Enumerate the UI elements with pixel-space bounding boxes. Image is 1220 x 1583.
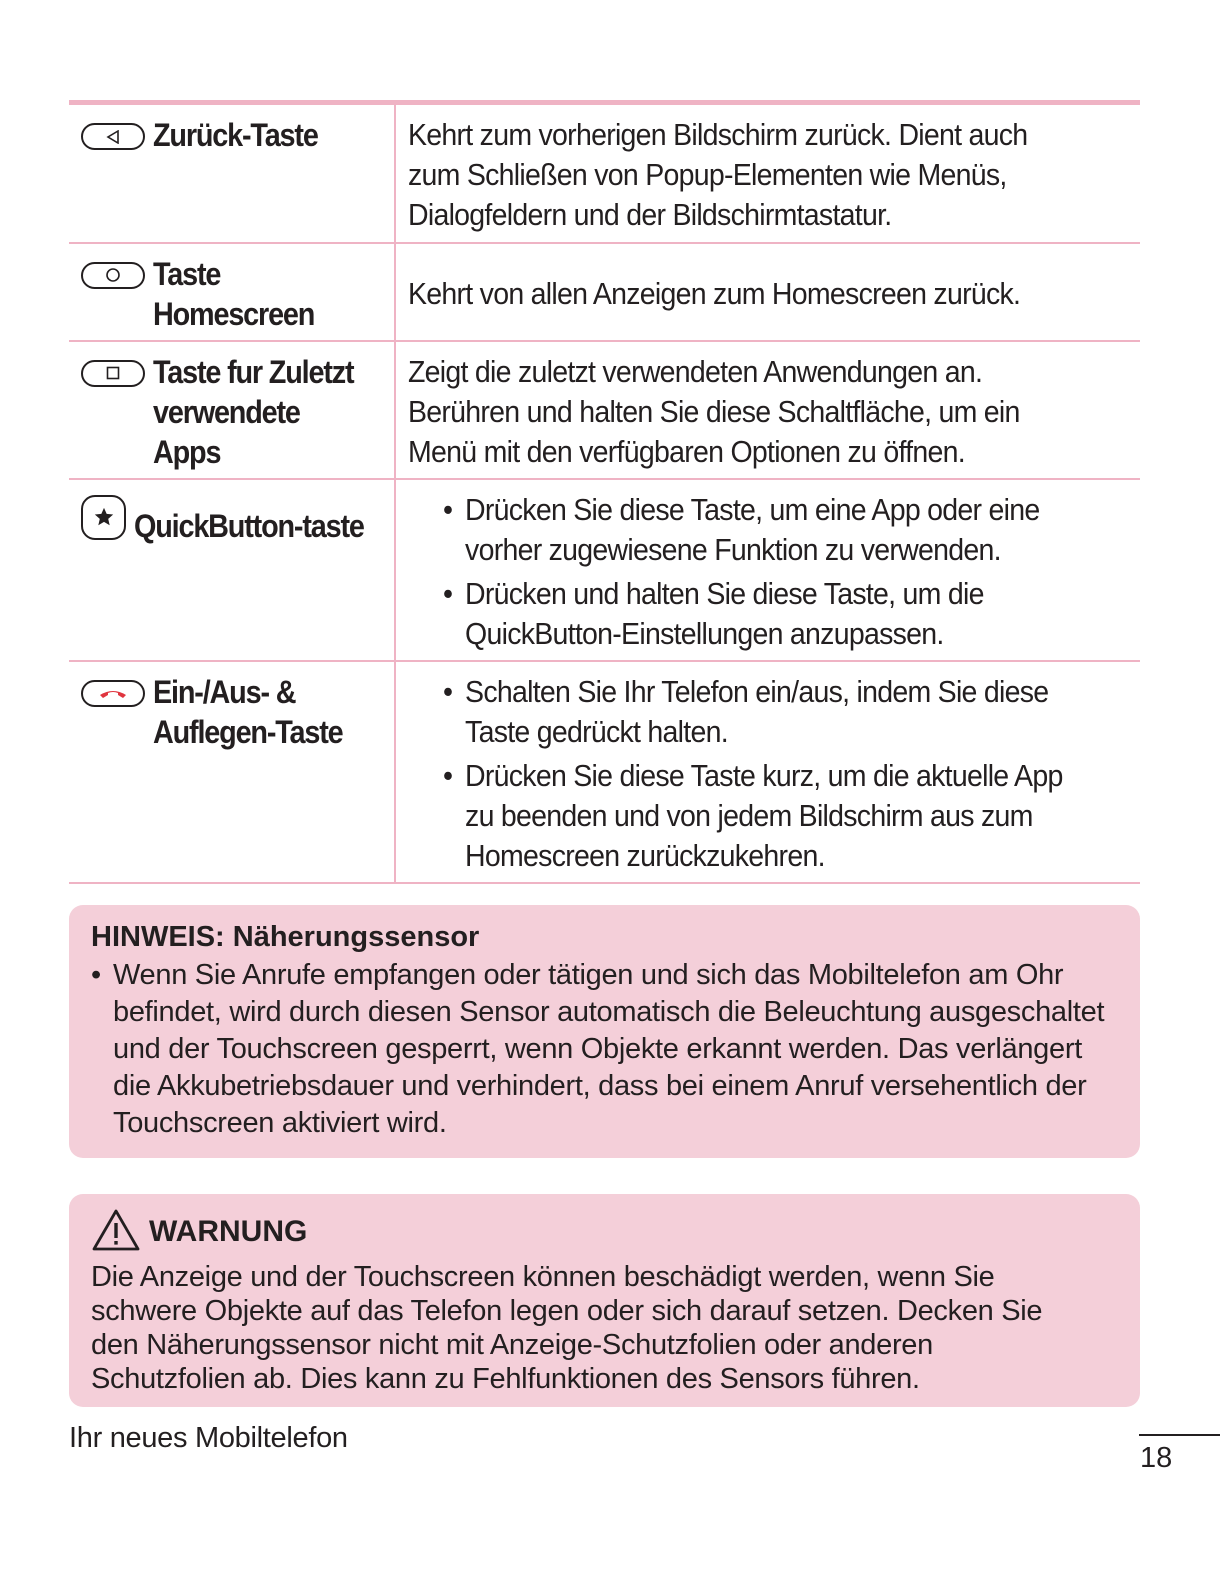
key-row-home [69,243,1140,341]
key-row-back [69,103,1140,243]
key-bullets-power [408,672,1070,876]
key-name-power: Ein-/Aus- & Auflegen-Taste [153,673,343,750]
home-circle-icon [81,262,145,289]
list-item: • Drücken Sie diese Taste kurz, um die aktuelle App zu beenden und von jedem Bildschirm aus zum Homescreen zurückzukehren. [408,756,1070,876]
key-name-home: Taste Homescreen [153,255,315,332]
list-item: • Drücken und halten Sie diese Taste, um die QuickButton-Einstellungen anzupassen. [408,574,1070,654]
warning-text: Die Anzeige und der Touchscreen können beschädigt werden, wenn Sie schwere Objekte auf das Telefon legen oder sich darauf setzen. Decken Sie den Näherungssensor nicht mit Anzeige-Schutzfolien oder anderen Schutzfolien ab. Dies kann zu Fehlfunktionen des Sensors führen. [91,1261,1043,1395]
warning-triangle-icon [91,1208,141,1257]
list-item: • Wenn Sie Anrufe empfangen oder tätigen und sich das Mobiltelefon am Ohr befindet, wird durch diesen Sensor automatisch die Beleuchtung ausgeschaltet und der Touchscreen gesperrt, wenn Objekte erkannt werden. Das verlängert die Akkubetriebsdauer und verhindert, dass bei einem Anruf versehentlich der Touchscreen aktiviert wird. [91,957,1118,1142]
key-row-quickbutton [69,479,1140,661]
warning-box [69,1194,1140,1407]
key-description-recent-apps: Zeigt die zuletzt verwendeten Anwendungen an. Berühren und halten Sie diese Schaltfläche, um ein Menü mit den verfügbaren Optionen zu öffnen. [408,353,1020,469]
power-end-call-icon [81,680,145,707]
hardware-keys-table [69,100,1140,884]
key-description-home: Kehrt von allen Anzeigen zum Homescreen zurück. [408,275,1021,311]
note-title: HINWEIS: Näherungssensor [91,921,480,953]
footer-divider [1139,1434,1220,1436]
key-bullets-quickbutton [408,490,1070,654]
list-item: • Drücken Sie diese Taste, um eine App oder eine vorher zugewiesene Funktion zu verwenden. [408,490,1070,570]
star-icon [81,495,126,540]
key-row-power [69,661,1140,883]
list-item: • Schalten Sie Ihr Telefon ein/aus, indem Sie diese Taste gedrückt halten. [408,672,1070,752]
page-number: 18 [1140,1442,1173,1474]
note-list [91,957,1118,1142]
note-box [69,905,1140,1158]
key-name-recent-apps: Taste fur Zuletzt verwendete Apps [153,353,354,470]
footer-section-label: Ihr neues Mobiltelefon [69,1422,348,1454]
key-name-quickbutton: QuickButton-taste [134,507,364,544]
key-description-back: Kehrt zum vorherigen Bildschirm zurück. Dient auch zum Schließen von Popup-Elementen wie Menüs, Dialogfeldern und der Bildschirmtastatur. [408,117,1028,232]
warning-header [91,1208,1118,1256]
warning-title: WARNUNG [149,1215,308,1248]
key-row-recent-apps [69,341,1140,479]
recent-apps-square-icon [81,360,145,387]
key-name-back: Zurück-Taste [153,117,318,153]
back-arrow-icon [81,123,145,150]
